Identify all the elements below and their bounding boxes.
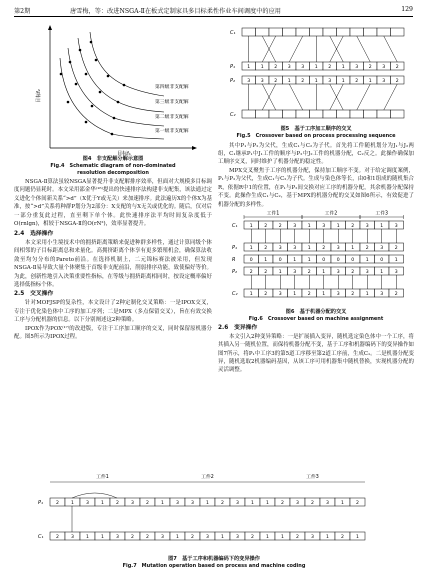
cell-value: 0 bbox=[336, 257, 340, 263]
cell-value: 1 bbox=[322, 291, 326, 297]
cell bbox=[242, 110, 256, 118]
cell-value: 1 bbox=[86, 534, 89, 540]
cell-value: 2 bbox=[395, 78, 399, 84]
cell bbox=[310, 28, 324, 36]
cell-value: 3 bbox=[296, 500, 299, 506]
cell-value: 3 bbox=[278, 245, 282, 251]
fig7-caption-cn: 图7 基于工序和机器编码下的变异操作 bbox=[168, 556, 260, 562]
row-label: P₁ bbox=[38, 499, 44, 506]
section-2-6: 2.6 变异操作 bbox=[218, 324, 258, 331]
cell-value: 2 bbox=[274, 64, 278, 70]
cell-value: 3 bbox=[365, 223, 369, 229]
section-2-4: 2.4 选择操作 bbox=[14, 230, 54, 237]
row-0 bbox=[230, 76, 404, 84]
cell-value: 1 bbox=[221, 534, 224, 540]
fig6-group3-label: 工件3 bbox=[375, 211, 389, 217]
cell-value: 2 bbox=[351, 223, 355, 229]
row-label: C₂ bbox=[232, 290, 238, 297]
cell-value: 1 bbox=[249, 245, 253, 251]
fig7-caption-en: Fig.7 Mutation operation based on process and machine coding bbox=[122, 563, 306, 569]
cell-value: 1 bbox=[326, 534, 329, 540]
cell-value: 1 bbox=[380, 223, 384, 229]
cell-value: 3 bbox=[365, 269, 369, 275]
fig7-diagram bbox=[14, 468, 414, 556]
cell-value: 1 bbox=[293, 257, 297, 263]
cell-value: 3 bbox=[382, 78, 386, 84]
cell-value: 1 bbox=[307, 223, 311, 229]
cell bbox=[283, 28, 297, 36]
fig4-caption-cn: 图4 非支配解分解示意图 bbox=[82, 156, 144, 162]
fig7-group2-label: 工件2 bbox=[201, 475, 214, 480]
cell-value: 1 bbox=[380, 269, 384, 275]
row-label: P₁ bbox=[232, 244, 238, 251]
cell-value: 3 bbox=[382, 64, 386, 70]
cell bbox=[350, 28, 364, 36]
cell-value: 3 bbox=[355, 64, 359, 70]
cell-value: 2 bbox=[394, 291, 398, 297]
cell-value: 3 bbox=[293, 223, 297, 229]
cell-value: 3 bbox=[131, 500, 134, 506]
row-0 bbox=[230, 62, 404, 70]
cell-value: 1 bbox=[71, 500, 74, 506]
cell bbox=[256, 110, 270, 118]
fig5-caption-cn: 图5 基于工序加工顺序的交叉 bbox=[280, 126, 352, 132]
row-0 bbox=[232, 221, 404, 229]
cell-value: 1 bbox=[264, 257, 268, 263]
cell-value: 3 bbox=[336, 291, 340, 297]
row-label: C₁ bbox=[232, 222, 238, 229]
cell-value: 1 bbox=[365, 257, 369, 263]
cell-value: 2 bbox=[249, 269, 253, 275]
cell-value: 2 bbox=[307, 269, 311, 275]
row-label: P₂ bbox=[230, 77, 236, 84]
fig5-caption-en: Fig.5 Crossover based on process processing sequence bbox=[236, 133, 396, 139]
cell-value: 1 bbox=[266, 534, 269, 540]
cell-value: 2 bbox=[264, 245, 268, 251]
cell-value: 3 bbox=[336, 269, 340, 275]
cell-value: 1 bbox=[247, 64, 251, 70]
row-label: R bbox=[232, 256, 236, 263]
fig6-groups bbox=[244, 210, 404, 220]
cell-value: 2 bbox=[131, 534, 134, 540]
cell-value: 2 bbox=[251, 534, 254, 540]
fig6-group2-label: 工件2 bbox=[324, 211, 338, 217]
cell-value: 3 bbox=[86, 500, 89, 506]
fig5-diagram bbox=[218, 22, 414, 126]
cell-value: 1 bbox=[341, 64, 345, 70]
cell-value: 0 bbox=[380, 257, 384, 263]
fig4-points bbox=[60, 41, 126, 136]
fig7-groups bbox=[50, 473, 365, 482]
cell-value: 1 bbox=[206, 500, 209, 506]
cell-value: 2 bbox=[368, 64, 372, 70]
cell-value: 1 bbox=[293, 291, 297, 297]
row-label: P₁ bbox=[230, 63, 236, 70]
fig7-group1-label: 工件1 bbox=[96, 475, 109, 480]
cell-value: 2 bbox=[264, 291, 268, 297]
row-0 bbox=[38, 532, 365, 540]
cell-value: 1 bbox=[341, 78, 345, 84]
cell-value: 1 bbox=[307, 245, 311, 251]
row-0 bbox=[38, 498, 365, 506]
page-header bbox=[0, 0, 427, 20]
cell-value: 1 bbox=[266, 500, 269, 506]
cell bbox=[269, 28, 283, 36]
cell bbox=[364, 28, 378, 36]
cell-value: 3 bbox=[293, 269, 297, 275]
cell-value: 1 bbox=[351, 245, 355, 251]
cell-value: 1 bbox=[260, 64, 264, 70]
cell-value: 1 bbox=[368, 78, 372, 84]
cell bbox=[242, 28, 256, 36]
cell bbox=[337, 28, 351, 36]
cell-value: 0 bbox=[249, 257, 253, 263]
cell-value: 3 bbox=[236, 534, 239, 540]
cell bbox=[377, 110, 391, 118]
cell-value: 1 bbox=[101, 534, 104, 540]
fig7-group3-label: 工件3 bbox=[306, 475, 319, 480]
cell-value: 1 bbox=[314, 64, 318, 70]
cell-value: 1 bbox=[249, 291, 253, 297]
cell-value: 1 bbox=[161, 500, 164, 506]
cell-value: 1 bbox=[287, 78, 291, 84]
cell-value: 2 bbox=[341, 534, 344, 540]
left-paragraph-2: 本文采用小生境技术中的拥挤距离策略来促进种群多样性，通过计算同级个体间相邻的子目标距离总和来量化。高拥挤距离个体享有更多繁殖机会，确保算法收敛至均匀分布的Pareto前沿。在选择机制上，二元锦标赛法被采用，但发现NSGA-Ⅱ易导致大量个体聚集于首级非支配前沿，削弱排序功能，致使偏好等价。为此，创新性地引入决策重要性指标，在等级与拥挤距离相同时，按设定概率偏好选择低指标个体。 bbox=[14, 239, 212, 288]
cell bbox=[323, 110, 337, 118]
cell-value: 1 bbox=[176, 534, 179, 540]
cell-value: 2 bbox=[56, 534, 59, 540]
cell-value: 3 bbox=[161, 534, 164, 540]
cell-value: 3 bbox=[260, 78, 264, 84]
fig6-group1-label: 工件1 bbox=[266, 211, 280, 217]
cell bbox=[269, 110, 283, 118]
fig4-level-1: 第一级非支配解 bbox=[155, 129, 189, 134]
cell-value: 1 bbox=[322, 269, 326, 275]
cell-value: 2 bbox=[281, 500, 284, 506]
cell-value: 0 bbox=[278, 257, 282, 263]
cell-value: 3 bbox=[287, 64, 291, 70]
cell-value: 3 bbox=[322, 223, 326, 229]
left-paragraph-1: NSGA-Ⅱ算法虽较NSGA显著提升非支配解排序效率，但面对大规模多目标调度问题仍显耗时。本文采用邵金华⁽¹⁶⁾提出的快速排序法构建非支配集，该法通过定义进化个体间新关系“>d”（X优于Y或无关）来加速排序。此法遍历X的个体X为基准，按“>d”关系将种群P划分为2部分：X支配的与X无关或优化的。随后，仅对后一部分重复此过程，直至剩下单个体。此快速排序法平均时间复杂度低于O(rnlgn)，相较于NSGA-Ⅱ的O(rN²)，效率显著提升。 bbox=[14, 179, 212, 228]
issue-number: 第2期 bbox=[14, 8, 31, 15]
cell-value: 2 bbox=[355, 78, 359, 84]
cell-value: 2 bbox=[395, 64, 399, 70]
cell-value: 1 bbox=[394, 257, 398, 263]
cell-value: 3 bbox=[301, 64, 305, 70]
cell bbox=[256, 28, 270, 36]
cell-value: 3 bbox=[380, 245, 384, 251]
cell-value: 2 bbox=[116, 500, 119, 506]
cell-value: 3 bbox=[293, 245, 297, 251]
fig4-level-3: 第三级非支配解 bbox=[155, 100, 189, 105]
cell-value: 2 bbox=[351, 269, 355, 275]
cell-value: 2 bbox=[394, 245, 398, 251]
fig5-arrows bbox=[249, 36, 398, 110]
fig7-block bbox=[14, 468, 414, 570]
right-paragraph-3: 本文引入2种变异策略：一是扩展插入变异，随机选定染色体中一个工序，将其插入另一随机位置，而保持机器分配不变，基于工序和机器编码下的变异操作如图7所示，将P₁中工序3的第5道工序移至第2道工序前，生成C₁。二是机器分配变异，随机选取2机器编码基因，从该工序可用机器集中随机替换，实现机器分配的灵活调整。 bbox=[218, 333, 414, 374]
header-rule bbox=[14, 16, 413, 17]
row-0 bbox=[230, 110, 404, 118]
page-number: 129 bbox=[401, 6, 413, 13]
cell-value: 3 bbox=[278, 291, 282, 297]
row-0 bbox=[232, 289, 404, 297]
cell bbox=[283, 110, 297, 118]
cell-value: 3 bbox=[328, 78, 332, 84]
row-0 bbox=[232, 255, 404, 263]
row-0 bbox=[232, 243, 404, 251]
cell bbox=[377, 28, 391, 36]
cell bbox=[391, 28, 405, 36]
right-paragraph-2: MPX交叉聚焦于工序的机器分配，保持加工顺序不变。对于给定调度案例，P₁与P₂为父代，生成C₁与C₂为子代。生成与染色体等长，由0和1组成的随机集合R，依据R中1的位置，在P₁与P₂间交换对应工序的机器分配，其余机器分配保持不变。此操作生成C₁与C₂，基于MPX的机器分配的交叉如图6所示，有效促进了机器分配的多样性。 bbox=[218, 167, 414, 208]
cell-value: 2 bbox=[311, 500, 314, 506]
cell-value: 3 bbox=[326, 500, 329, 506]
cell-value: 1 bbox=[314, 78, 318, 84]
cell-value: 1 bbox=[281, 534, 284, 540]
cell-value: 3 bbox=[394, 269, 398, 275]
cell-value: 0 bbox=[351, 257, 355, 263]
fig4-diagram bbox=[14, 22, 212, 156]
fig4-level-4: 第四级非支配解 bbox=[155, 85, 189, 90]
cell-value: 3 bbox=[311, 534, 314, 540]
cell-value: 2 bbox=[264, 223, 268, 229]
cell-value: 2 bbox=[307, 291, 311, 297]
fig6-caption-en: Fig.6 Crossover based on machine assignment bbox=[248, 316, 384, 323]
cell-value: 2 bbox=[146, 500, 149, 506]
cell-value: 3 bbox=[394, 223, 398, 229]
cell bbox=[310, 110, 324, 118]
cell-value: 3 bbox=[206, 534, 209, 540]
row-label: C₂ bbox=[230, 111, 236, 118]
cell-value: 1 bbox=[101, 500, 104, 506]
cell-value: 1 bbox=[251, 500, 254, 506]
row-0 bbox=[232, 267, 404, 275]
row-label: C₁ bbox=[230, 29, 236, 36]
fig6-diagram bbox=[218, 209, 414, 309]
cell bbox=[337, 110, 351, 118]
fig4-level-2: 第二级非支配解 bbox=[155, 115, 189, 120]
cell-value: 3 bbox=[71, 534, 74, 540]
cell-value: 1 bbox=[356, 534, 359, 540]
cell-value: 3 bbox=[236, 500, 239, 506]
cell bbox=[391, 110, 405, 118]
cell-value: 1 bbox=[278, 269, 282, 275]
cell-value: 2 bbox=[328, 64, 332, 70]
cell-value: 1 bbox=[307, 257, 311, 263]
cell-value: 3 bbox=[247, 78, 251, 84]
fig6-caption-cn: 图6 基于机器分配的交叉 bbox=[285, 309, 347, 316]
row-label: P₂ bbox=[232, 268, 238, 275]
cell bbox=[350, 110, 364, 118]
row-0 bbox=[230, 28, 404, 36]
cell-value: 3 bbox=[116, 534, 119, 540]
cell bbox=[296, 28, 310, 36]
cell-value: 3 bbox=[336, 245, 340, 251]
fig4-fronts bbox=[60, 32, 164, 139]
fig4-ylabel: 目标f₂ bbox=[36, 89, 42, 103]
cell-value: 2 bbox=[221, 500, 224, 506]
cell-value: 0 bbox=[322, 257, 326, 263]
cell-value: 2 bbox=[274, 78, 278, 84]
cell-value: 1 bbox=[341, 500, 344, 506]
cell-value: 3 bbox=[176, 500, 179, 506]
cell-value: 2 bbox=[351, 291, 355, 297]
section-2-5: 2.5 交叉操作 bbox=[14, 291, 54, 298]
cell-value: 2 bbox=[322, 245, 326, 251]
left-paragraph-4: IPOX作为POX⁽¹⁷⁾的改进版，专注于工序加工顺序的交叉，同时保留原机器分配。图5所示为IPOX过程。 bbox=[14, 325, 212, 341]
left-paragraph-3: 针对MOFJSP的复杂性，本文设计了2种定制化交叉策略：一是IPOX交叉，专注于优化染色体中工序的加工序列；二是MPX（多点保留交叉），旨在有效交换工序与分配机器的信息。以下分别阐述这2种策略。 bbox=[14, 300, 212, 324]
left-column bbox=[14, 22, 212, 342]
cell bbox=[296, 110, 310, 118]
cell-value: 2 bbox=[264, 269, 268, 275]
cell-value: 1 bbox=[336, 223, 340, 229]
cell-value: 2 bbox=[146, 534, 149, 540]
right-paragraph-1: 其中P₁与P₂为父代，生成C₁与C₂为子代。首先将工件随机划分为J₁与J₂两组，C₁继承P₁中J₁工件的顺序与P₂中J₂工件的机器分配，C₂反之。此操作确保加工顺序交叉，同时维护了机器分配的稳定性。 bbox=[218, 142, 414, 166]
cell bbox=[364, 110, 378, 118]
fig4-caption-en-2: resolution decomposition bbox=[77, 169, 149, 176]
cell-value: 3 bbox=[380, 291, 384, 297]
row-label: C₁ bbox=[38, 533, 44, 540]
cell-value: 2 bbox=[278, 223, 282, 229]
cell-value: 2 bbox=[301, 78, 305, 84]
cell-value: 2 bbox=[365, 245, 369, 251]
cell-value: 2 bbox=[191, 534, 194, 540]
right-column bbox=[218, 22, 414, 375]
cell-value: 2 bbox=[296, 534, 299, 540]
cell-value: 3 bbox=[191, 500, 194, 506]
cell bbox=[323, 28, 337, 36]
cell-value: 2 bbox=[56, 500, 59, 506]
cell-value: 1 bbox=[365, 291, 369, 297]
running-title: 唐雪梅，等：改进NSGA-Ⅱ在板式定制家具多目标柔性作业车间调度中的应用 bbox=[70, 8, 281, 15]
fig4-xlabel: 目标f₁ bbox=[117, 151, 131, 156]
cell-value: 2 bbox=[356, 500, 359, 506]
cell-value: 1 bbox=[249, 223, 253, 229]
fig4-caption-en-1: Fig.4 Schematic diagram of non-dominated bbox=[50, 163, 176, 169]
